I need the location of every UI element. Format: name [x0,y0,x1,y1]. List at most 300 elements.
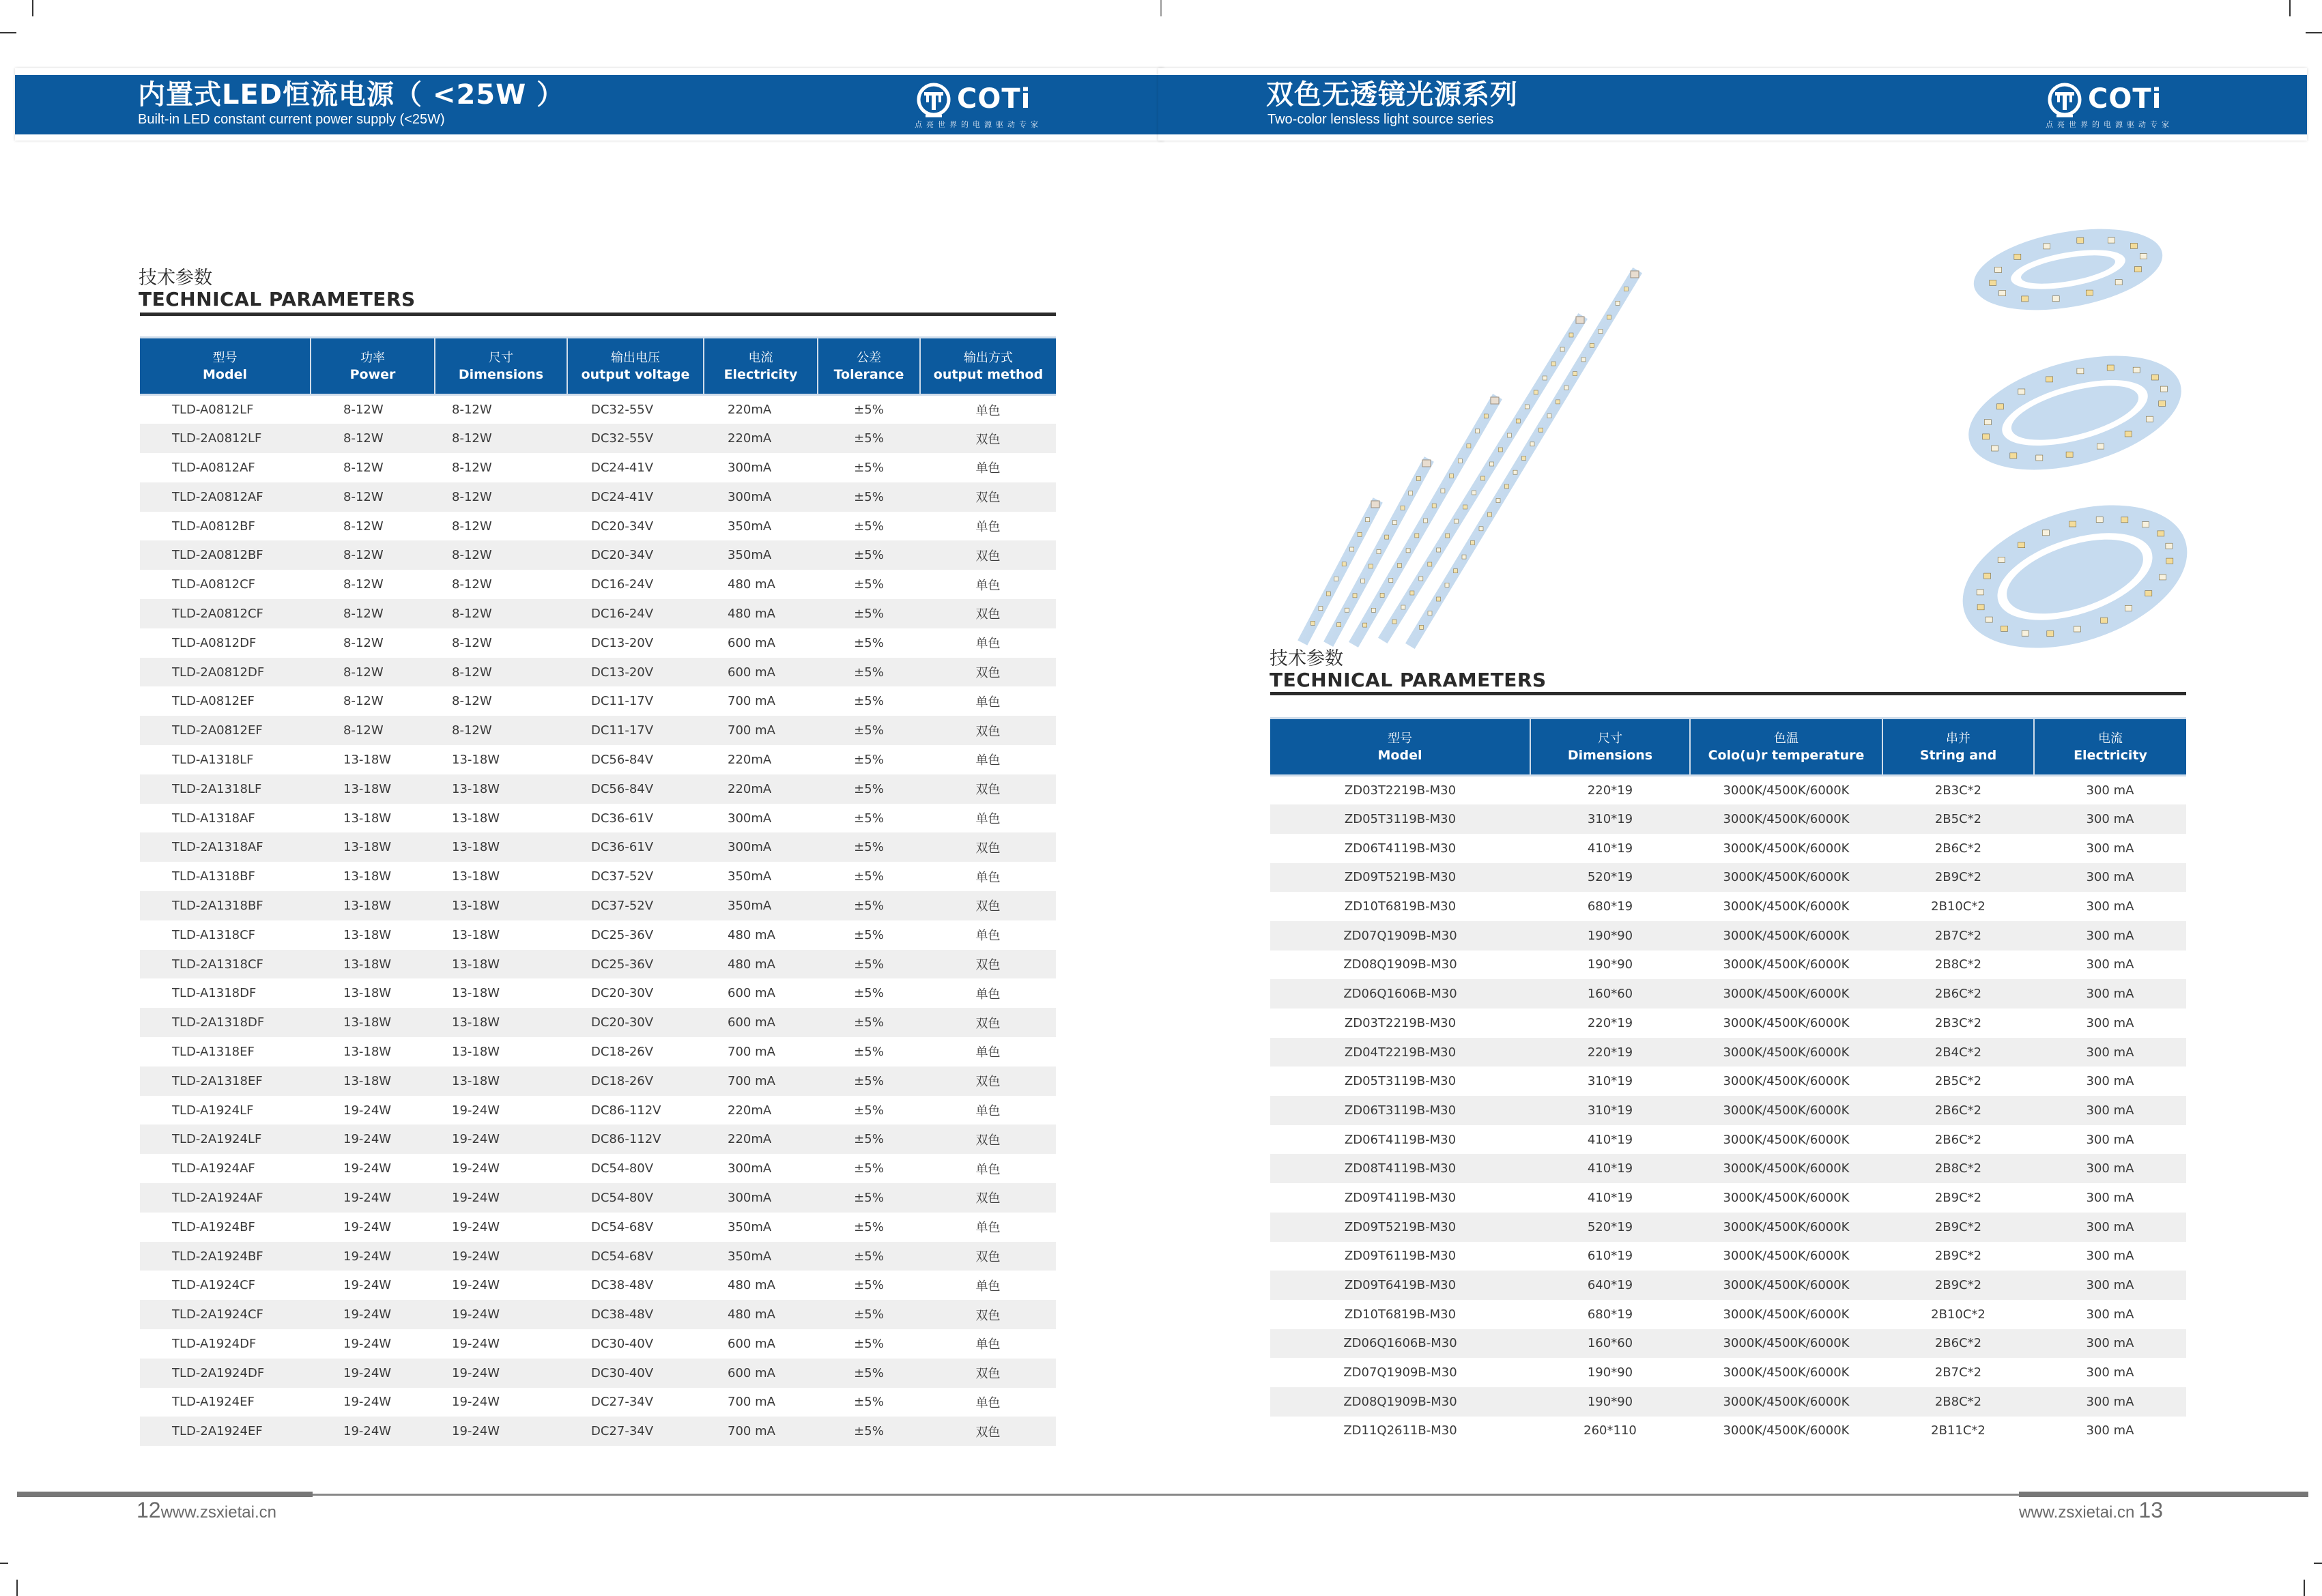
table-cell: 350mA [704,540,818,570]
led-chip [1479,527,1483,531]
led-chip [1556,400,1560,404]
table-cell: 160*60 [1530,1329,1690,1359]
table-cell: ZD08Q1909B-M30 [1270,1387,1530,1417]
table-cell: 3000K/4500K/6000K [1723,1015,1850,1030]
table-cell: 双色 [920,1417,1056,1446]
table-cell: 2B8C*2 [1882,1154,2034,1183]
table-cell: 8-12W [435,599,567,628]
table-cell: 19-24W [343,1336,392,1351]
table-cell: 680*19 [1587,1307,1633,1322]
table-cell: TLD-A1318CF [172,927,256,942]
table-cell: 3000K/4500K/6000K [1723,783,1850,798]
led-chip [1490,462,1494,466]
table-row [1270,1387,2186,1417]
led-chip [1516,419,1520,423]
table-cell: ±5% [818,832,920,862]
table-cell: TLD-A1318LF [172,752,254,767]
table-cell: 19-24W [435,1417,567,1446]
table-cell: 300 mA [2086,899,2134,914]
table-cell: 单色 [975,987,1001,1002]
table-cell: TLD-A0812CF [172,577,256,592]
table-cell: 300 mA [2086,1307,2134,1322]
table-cell: DC32-55V [591,403,654,418]
led-chip [1450,474,1454,478]
column-header-cn: 电流 [2098,731,2123,746]
table-cell: ±5% [818,658,920,687]
table-cell: ZD10T6819B-M30 [1344,1307,1457,1322]
led-chip [1534,390,1538,394]
led-chip [2160,575,2166,580]
led-chip [1522,456,1526,461]
table-cell: 700 mA [728,1044,775,1059]
power-supply-spec-table [140,336,1056,1446]
table-cell: 13-18W [452,986,500,1001]
led-chip [1419,577,1423,581]
table-cell: 8-12W [311,424,435,453]
table-cell: 3000K/4500K/6000K [1690,1154,1882,1183]
table-row [140,716,1056,745]
table-cell: 3000K/4500K/6000K [1723,957,1850,972]
table-cell: TLD-A1924LF [172,1103,254,1118]
table-cell: 2B9C*2 [1934,1249,1982,1264]
led-chip [1334,577,1338,581]
table-cell: 3000K/4500K/6000K [1690,979,1882,1009]
crop-mark [32,0,33,16]
led-chip [1392,620,1396,624]
table-cell: 300 mA [2086,1190,2134,1205]
table-cell: 13-18W [311,950,435,979]
table-cell: 19-24W [311,1300,435,1329]
led-chip [1977,605,1984,610]
led-chip [1366,518,1370,522]
table-row [140,1417,1056,1446]
table-cell: ±5% [854,811,884,826]
led-chip [1992,446,1998,451]
table-cell: 3000K/4500K/6000K [1723,899,1850,914]
table-cell: ZD05T3119B-M30 [1344,1074,1457,1089]
led-chip [1539,428,1543,432]
table-cell: TLD-A1924EF [172,1395,255,1410]
table-cell: 3000K/4500K/6000K [1690,1271,1882,1300]
table-cell: 300 mA [2034,1096,2186,1125]
table-cell: DC56-84V [591,752,654,767]
table-cell: 双色 [920,1242,1056,1271]
table-cell: 19-24W [452,1395,500,1410]
table-cell: 300 mA [2086,1249,2134,1264]
led-chip [1616,301,1620,305]
table-row [140,540,1056,570]
column-header-cn: 型号 [1388,731,1412,746]
table-cell: 8-12W [452,403,492,418]
table-cell: ±5% [854,1044,884,1059]
table-cell: 8-12W [452,694,492,709]
table-cell: 300 mA [2034,1387,2186,1417]
table-cell: 19-24W [452,1103,500,1118]
table-cell: 700 mA [704,716,818,745]
left-page-title: 内置式LED恒流电源（ <25W ） [138,79,565,111]
table-cell: ZD06T3119B-M30 [1270,1096,1530,1125]
led-chip [1581,358,1586,362]
table-cell: ±5% [818,1125,920,1154]
table-cell: 2B6C*2 [1882,1096,2034,1125]
table-cell: 3000K/4500K/6000K [1690,1387,1882,1417]
column-header-en: Electricity [2074,747,2147,763]
table-cell: 3000K/4500K/6000K [1690,1096,1882,1125]
led-chip [1454,569,1458,573]
table-cell: ZD09T5219B-M30 [1270,863,1530,893]
table-row [140,1125,1056,1154]
table-cell: 300mA [704,482,818,512]
column-header [1270,719,1530,776]
table-cell: 8-12W [343,577,384,592]
table-cell: TLD-A0812DF [172,635,257,650]
column-header [567,338,704,395]
column-header [1882,719,2034,776]
table-cell: TLD-A0812AF [172,460,255,475]
table-cell: 300 mA [2086,1365,2134,1380]
led-chip [2044,244,2050,249]
table-cell: 13-18W [311,832,435,862]
table-cell: 13-18W [452,927,500,942]
table-cell: 双色 [920,658,1056,687]
table-cell: TLD-A1318DF [172,986,257,1001]
table-cell: 19-24W [343,1219,392,1234]
table-cell: 双色 [920,832,1056,862]
table-cell: DC86-112V [567,1125,704,1154]
table-cell: 480 mA [704,1300,818,1329]
column-header [920,338,1056,395]
crop-mark [2314,1563,2322,1564]
led-chip [2047,631,2054,637]
table-cell: 300 mA [2034,1271,2186,1300]
table-cell: 220*19 [1530,1038,1690,1067]
table-cell: ZD07Q1909B-M30 [1270,921,1530,951]
table-cell: 8-12W [435,482,567,512]
table-cell: ±5% [854,752,884,767]
table-cell: DC16-24V [567,599,704,628]
table-cell: ZD06T4119B-M30 [1344,1132,1457,1147]
logo-tagline: 点亮世界的电源驱动专家 [2046,120,2173,129]
led-chip [1990,280,1996,285]
led-chip [2159,401,2166,406]
table-cell: TLD-2A0812AF [140,482,311,512]
table-cell: 13-18W [452,752,500,767]
connector [1631,271,1639,278]
table-cell: 520*19 [1530,1213,1690,1242]
footer-url[interactable]: www.zsxietai.cn [160,1503,276,1522]
table-cell: 8-12W [343,635,384,650]
led-ring-board [1956,335,2194,491]
table-cell: TLD-2A0812DF [140,658,311,687]
right-page-footer [2019,1498,2163,1523]
table-cell: 2B7C*2 [1882,921,2034,951]
right-page-title: 双色无透镜光源系列 [1266,79,1518,111]
table-cell: ±5% [854,403,884,418]
led-chip [1345,608,1349,612]
table-cell: ZD09T4119B-M30 [1344,1190,1457,1205]
table-cell: 350mA [728,519,772,534]
led-chip [2097,444,2104,449]
table-cell: DC11-17V [567,716,704,745]
connector [1371,501,1379,508]
table-cell: 双色 [920,540,1056,570]
table-cell: 300mA [728,460,772,475]
table-cell: 单色 [975,929,1001,944]
table-cell: ±5% [854,635,884,650]
table-cell: 310*19 [1530,804,1690,834]
table-cell: 220mA [728,403,772,418]
led-chip [1462,555,1466,559]
table-cell: TLD-2A1318CF [140,950,311,979]
led-chip [1498,448,1502,452]
table-row [140,1183,1056,1213]
table-cell: 3000K/4500K/6000K [1723,1365,1850,1380]
table-cell: 3000K/4500K/6000K [1690,804,1882,834]
table-cell: ZD08Q1909B-M30 [1343,957,1457,972]
table-cell: 双色 [920,1359,1056,1388]
right-page-subtitle: Two-color lensless light source series [1267,112,1494,127]
table-cell: 8-12W [435,658,567,687]
table-cell: 单色 [975,520,1001,535]
footer-bar [17,1492,313,1497]
table-cell: 300mA [728,811,772,826]
table-row [140,920,1056,950]
table-cell: 3000K/4500K/6000K [1723,1190,1850,1205]
column-header-en: Dimensions [1567,747,1653,763]
footer-url[interactable]: www.zsxietai.cn [2019,1503,2135,1522]
led-chip [1472,491,1476,495]
table-row [140,1096,1056,1125]
table-cell: 13-18W [311,1067,435,1096]
table-cell: 2B5C*2 [1934,1074,1982,1089]
table-row [140,570,1056,599]
led-chip [1507,433,1511,437]
table-cell: 300mA [728,1161,772,1176]
table-cell: DC54-68V [591,1219,654,1234]
column-header-cn: 输出电压 [611,350,660,365]
section-title-en: TECHNICAL PARAMETERS [1270,669,1547,691]
table-cell: TLD-A1318BF [172,869,255,884]
table-row [1270,979,2186,1009]
table-row [140,512,1056,541]
table-row [1270,1417,2186,1446]
table-cell: ±5% [818,540,920,570]
table-cell: 220*19 [1587,783,1633,798]
table-row [1270,1271,2186,1300]
section-title-cn: 技术参数 [139,267,212,289]
table-cell: TLD-2A1318BF [140,891,311,920]
table-cell: 300 mA [2034,1038,2186,1067]
led-chip [2096,517,2103,523]
led-chip [1415,534,1419,538]
table-cell: 双色 [920,716,1056,745]
led-chip [2140,254,2147,259]
table-cell: 480 mA [728,927,775,942]
table-cell: ±5% [854,694,884,709]
table-cell: ±5% [854,927,884,942]
column-header-cn: 尺寸 [489,350,513,365]
table-cell: 单色 [975,870,1001,885]
led-chip [1377,550,1381,554]
table-cell: ±5% [854,1219,884,1234]
led-chip [1458,459,1462,463]
table-cell: 双色 [920,1008,1056,1037]
table-cell: 单色 [975,1279,1001,1294]
crop-mark [2289,0,2291,16]
table-cell: 单色 [975,578,1001,593]
column-header-cn: 公差 [857,350,881,365]
table-cell: DC30-40V [567,1359,704,1388]
table-cell: DC20-30V [591,986,654,1001]
table-cell: 610*19 [1587,1249,1633,1264]
right-header-band [1158,68,2307,141]
table-cell: DC30-40V [591,1336,654,1351]
table-cell: TLD-A1924BF [172,1219,255,1234]
table-cell: 8-12W [435,540,567,570]
table-cell: 19-24W [435,1359,567,1388]
column-header [818,338,920,395]
page-number: 12 [137,1498,161,1522]
table-cell: 8-12W [343,694,384,709]
table-header-row [140,338,1056,395]
table-cell: DC32-55V [567,424,704,453]
table-row [1270,804,2186,834]
table-cell: 2B10C*2 [1931,899,1986,914]
column-header-en: Tolerance [833,366,904,382]
table-cell: 8-12W [452,519,492,534]
table-cell: ±5% [818,1008,920,1037]
table-cell: ZD11Q2611B-M30 [1343,1423,1457,1438]
table-cell: 13-18W [343,869,392,884]
table-cell: 单色 [975,1162,1001,1177]
table-cell: 300 mA [2086,783,2134,798]
led-chip [1995,267,2002,272]
table-row [140,1359,1056,1388]
table-cell: 480 mA [728,1278,775,1293]
table-cell: ±5% [818,1300,920,1329]
table-cell: 220mA [728,1103,772,1118]
table-cell: ±5% [854,1278,884,1293]
logo-wordmark: COTi [2088,83,2162,115]
led-chip [1454,519,1459,523]
led-chip [1496,499,1500,503]
table-cell: ±5% [854,519,884,534]
table-cell: DC86-112V [591,1103,661,1118]
table-cell: ±5% [818,1183,920,1213]
table-cell: 19-24W [311,1125,435,1154]
column-header-en: output method [933,366,1044,382]
table-cell: TLD-2A0812BF [140,540,311,570]
led-chip [1607,315,1611,319]
led-chip [2145,591,2152,596]
table-row [1270,892,2186,921]
led-chip [1998,557,2005,562]
table-row [140,628,1056,658]
column-header-en: Model [1377,747,1422,763]
led-chip [1406,549,1410,553]
table-cell: 8-12W [435,424,567,453]
table-cell: 480 mA [704,950,818,979]
table-row [140,804,1056,833]
table-cell: TLD-2A0812CF [140,599,311,628]
table-cell: ZD09T5219B-M30 [1270,1213,1530,1242]
table-cell: DC38-48V [591,1278,654,1293]
table-cell: 2B9C*2 [1934,1190,1982,1205]
table-cell: TLD-2A1924BF [140,1242,311,1271]
table-cell: DC18-26V [567,1067,704,1096]
table-cell: 8-12W [311,599,435,628]
table-cell: 480 mA [704,599,818,628]
table-cell: 2B3C*2 [1934,783,1982,798]
table-cell: 双色 [920,1067,1056,1096]
table-cell: 单色 [975,1337,1001,1352]
table-row [1270,776,2186,805]
led-chip [1432,504,1436,508]
table-row [140,832,1056,862]
table-cell: 13-18W [311,1008,435,1037]
table-cell: DC27-34V [591,1395,654,1410]
table-cell: 8-12W [452,460,492,475]
table-cell: 600 mA [704,1359,818,1388]
led-chip [1997,404,2004,409]
table-cell: 13-18W [435,774,567,804]
table-cell: ZD05T3119B-M30 [1270,804,1530,834]
table-cell: 700 mA [704,1417,818,1446]
table-cell: 19-24W [435,1183,567,1213]
led-chip [1471,540,1475,545]
table-cell: 13-18W [452,811,500,826]
led-chip [1467,444,1471,448]
led-chip [2166,558,2173,564]
table-cell: ±5% [854,1395,884,1410]
connector [1422,460,1431,467]
table-cell: TLD-2A0812EF [140,716,311,745]
table-cell: DC13-20V [591,635,654,650]
table-cell: 410*19 [1587,841,1633,856]
table-cell: TLD-2A0812LF [140,424,311,453]
led-chip [2036,455,2043,461]
table-row [140,395,1056,424]
table-cell: 13-18W [343,811,392,826]
led-chip [1525,405,1529,409]
table-cell: 3000K/4500K/6000K [1690,1329,1882,1359]
table-cell: 13-18W [311,891,435,920]
table-row [140,599,1056,628]
column-header [1690,719,1882,776]
table-row [1270,834,2186,863]
table-cell: DC56-84V [567,774,704,804]
led-chip [1476,429,1480,433]
column-header [311,338,435,395]
table-cell: 双色 [920,891,1056,920]
table-cell: 300mA [704,832,818,862]
table-row [140,1154,1056,1183]
table-cell: TLD-2A1924LF [140,1125,311,1154]
table-cell: 300 mA [2086,841,2134,856]
table-cell: 19-24W [311,1417,435,1446]
table-cell: 220mA [728,752,772,767]
crop-mark [1160,0,1162,16]
led-chip [1564,386,1568,390]
table-cell: DC54-80V [567,1183,704,1213]
table-cell: 19-24W [452,1278,500,1293]
table-row [1270,951,2186,980]
table-cell: 单色 [975,403,1001,418]
table-cell: 19-24W [343,1161,392,1176]
table-row [140,424,1056,453]
led-chip [1410,591,1414,595]
table-row [1270,1038,2186,1067]
